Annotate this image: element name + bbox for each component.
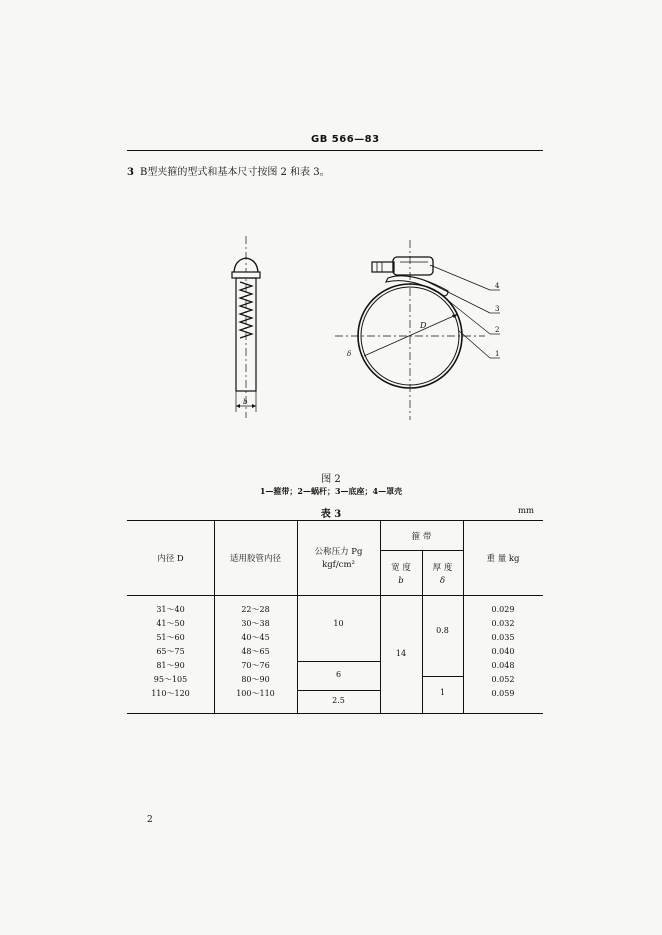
header-width-symbol: b bbox=[398, 576, 404, 586]
table-row: 41～50 30～38 0.032 bbox=[156, 619, 515, 628]
section-number: 3 bbox=[127, 167, 134, 178]
table-row: 31～40 22～28 0.029 bbox=[156, 605, 515, 614]
width-value: 14 bbox=[395, 649, 407, 658]
document-code-header: GB 566—83 bbox=[311, 134, 380, 145]
dim-D-label: D bbox=[420, 321, 427, 330]
header-pressure: 公称压力 Pg bbox=[314, 547, 363, 557]
header-thickness: 厚 度 bbox=[432, 563, 453, 573]
worm-screw bbox=[372, 262, 394, 272]
header-weight: 重 量 kg bbox=[486, 554, 520, 564]
pressure-value-10: 10 bbox=[333, 619, 344, 628]
table-bottom-rule bbox=[127, 713, 543, 714]
header-inner-diameter: 内径 D bbox=[157, 554, 184, 564]
header-width: 宽 度 bbox=[391, 563, 411, 573]
table-top-rule bbox=[127, 520, 543, 521]
callout-1: 1 bbox=[495, 350, 500, 358]
thickness-value-1: 1 bbox=[439, 688, 446, 697]
callout-3: 3 bbox=[495, 305, 500, 313]
thickness-value-0-8: 0.8 bbox=[436, 626, 449, 635]
header-pressure-unit: kgf/cm² bbox=[322, 560, 355, 570]
pressure-value-2-5: 2.5 bbox=[332, 696, 345, 705]
figure-caption: 图 2 bbox=[321, 474, 341, 485]
dim-delta-label: δ bbox=[347, 350, 352, 358]
header-thickness-symbol: δ bbox=[439, 576, 446, 586]
diameter-line bbox=[364, 314, 458, 356]
figure-legend: 1—箍带；2—蜗杆；3—底座；4—罩壳 bbox=[259, 486, 403, 496]
callout-4: 4 bbox=[495, 282, 500, 290]
table-row: 65～75 48～65 0.040 bbox=[156, 647, 515, 656]
header-hose-inner: 适用胶管内径 bbox=[229, 554, 281, 564]
table-row: 95～105 80～90 0.052 bbox=[153, 675, 515, 684]
table-row: 110～120 100～110 0.059 bbox=[151, 689, 515, 698]
pressure-value-6: 6 bbox=[335, 670, 342, 679]
side-housing-base bbox=[232, 272, 260, 278]
dim-b-label: b bbox=[243, 398, 248, 406]
table-title: 表 3 bbox=[320, 509, 342, 520]
section-text: B型夹箍的型式和基本尺寸按图 2 和表 3。 bbox=[139, 167, 330, 178]
table-row: 51～60 40～45 0.035 bbox=[156, 633, 515, 642]
front-housing bbox=[393, 257, 433, 275]
callout-2: 2 bbox=[495, 326, 500, 334]
table-unit: mm bbox=[518, 506, 535, 516]
page-number: 2 bbox=[147, 815, 153, 825]
header-band: 箍 带 bbox=[411, 532, 432, 542]
table-row: 81～90 70～76 0.048 bbox=[156, 661, 515, 670]
